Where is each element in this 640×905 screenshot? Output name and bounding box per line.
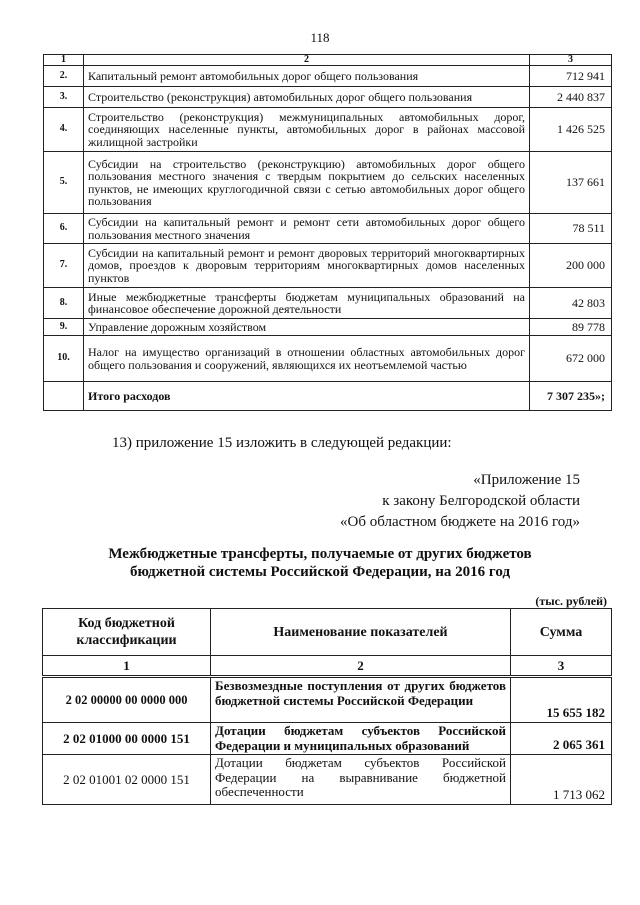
col-number-3: 3 bbox=[511, 656, 612, 677]
row-value: 89 778 bbox=[530, 319, 612, 336]
row-description: Субсидии на капитальный ремонт и ремонт сети автомобильных дорог общего пользования местного значения bbox=[84, 214, 530, 244]
row-code: 2 02 01001 02 0000 151 bbox=[43, 755, 211, 805]
row-number: 2. bbox=[44, 66, 84, 87]
page-number: 118 bbox=[310, 30, 330, 45]
col-number-1: 1 bbox=[44, 55, 84, 66]
table-row bbox=[43, 677, 612, 723]
table-row bbox=[43, 723, 612, 755]
appendix-line-1: «Приложение 15 bbox=[473, 472, 580, 488]
col-number-1: 1 bbox=[43, 656, 211, 677]
table-header-row bbox=[43, 609, 612, 656]
road-expenses-table bbox=[43, 54, 612, 411]
title-line-1: Межбюджетные трансферты, получаемые от других бюджетов bbox=[108, 546, 532, 562]
row-number: 4. bbox=[44, 108, 84, 152]
table-row bbox=[44, 336, 612, 382]
row-description: Строительство (реконструкция) межмуниципальных автомобильных дорог, соединяющих населенные пункты, автомобильных дорог в районах массовой жилищной застройки bbox=[84, 108, 530, 152]
row-value: 42 803 bbox=[530, 288, 612, 319]
table-row bbox=[44, 87, 612, 108]
row-name: Дотации бюджетам субъектов Российской Федерации и муниципальных образований bbox=[211, 723, 511, 755]
row-description: Капитальный ремонт автомобильных дорог общего пользования bbox=[84, 66, 530, 87]
title-line-2: бюджетной системы Российской Федерации, на 2016 год bbox=[129, 564, 511, 580]
row-description: Строительство (реконструкция) автомобильных дорог общего пользования bbox=[84, 87, 530, 108]
table-row bbox=[44, 152, 612, 214]
row-sum: 2 065 361 bbox=[511, 723, 612, 755]
row-number: 6. bbox=[44, 214, 84, 244]
row-value: 1 426 525 bbox=[530, 108, 612, 152]
row-description: Субсидии на строительство (реконструкцию) автомобильных дорог общего пользования местного значения с твердым покрытием до сельских населенных пунктов, не имеющих круглогодичной связи с сетью автомобильных дорог общего пользования bbox=[84, 152, 530, 214]
table-row bbox=[44, 244, 612, 288]
row-value: 200 000 bbox=[530, 244, 612, 288]
col-number-3: 3 bbox=[530, 55, 612, 66]
row-value: 712 941 bbox=[530, 66, 612, 87]
appendix-line-3: «Об областном бюджете на 2016 год» bbox=[340, 514, 580, 530]
row-number: 7. bbox=[44, 244, 84, 288]
total-row bbox=[44, 382, 612, 411]
row-name: Дотации бюджетам субъектов Российской Федерации на выравнивание бюджетной обеспеченности bbox=[211, 755, 511, 805]
header-sum: Сумма bbox=[511, 609, 612, 656]
table-row bbox=[44, 108, 612, 152]
units-label: (тыс. рублей) bbox=[535, 594, 607, 608]
total-empty-cell bbox=[44, 382, 84, 411]
row-name: Безвозмездные поступления от других бюджетов бюджетной системы Российской Федерации bbox=[211, 677, 511, 723]
row-description: Иные межбюджетные трансферты бюджетам муниципальных образований на финансовое обеспечение дорожной деятельности bbox=[84, 288, 530, 319]
row-sum: 15 655 182 bbox=[511, 677, 612, 723]
table-row bbox=[44, 66, 612, 87]
table-row bbox=[43, 755, 612, 805]
table-row bbox=[44, 214, 612, 244]
row-number: 8. bbox=[44, 288, 84, 319]
section-title bbox=[0, 545, 640, 581]
column-number-row bbox=[43, 656, 612, 677]
row-sum: 1 713 062 bbox=[511, 755, 612, 805]
row-number: 3. bbox=[44, 87, 84, 108]
table-row bbox=[44, 288, 612, 319]
row-value: 78 511 bbox=[530, 214, 612, 244]
row-number: 9. bbox=[44, 319, 84, 336]
row-code: 2 02 01000 00 0000 151 bbox=[43, 723, 211, 755]
table-header-row bbox=[44, 55, 612, 66]
transfers-table bbox=[42, 608, 612, 805]
total-value: 7 307 235»; bbox=[530, 382, 612, 411]
col-number-2: 2 bbox=[84, 55, 530, 66]
total-label: Итого расходов bbox=[84, 382, 530, 411]
header-name: Наименование показателей bbox=[211, 609, 511, 656]
row-description: Субсидии на капитальный ремонт и ремонт дворовых территорий многоквартирных домов, проездов к дворовым территориям многоквартирных домов населенных пунктов bbox=[84, 244, 530, 288]
row-number: 10. bbox=[44, 336, 84, 382]
row-description: Налог на имущество организаций в отношении областных автомобильных дорог общего пользования и сооружений, являющихся их неотъемлемой частью bbox=[84, 336, 530, 382]
appendix-line-2: к закону Белгородской области bbox=[382, 493, 580, 509]
amendment-instruction: 13) приложение 15 изложить в следующей редакции: bbox=[112, 435, 452, 451]
row-code: 2 02 00000 00 0000 000 bbox=[43, 677, 211, 723]
row-number: 5. bbox=[44, 152, 84, 214]
header-code: Код бюджетной классификации bbox=[43, 609, 211, 656]
row-description: Управление дорожным хозяйством bbox=[84, 319, 530, 336]
table-row bbox=[44, 319, 612, 336]
row-value: 137 661 bbox=[530, 152, 612, 214]
row-value: 672 000 bbox=[530, 336, 612, 382]
appendix-reference bbox=[240, 470, 580, 533]
col-number-2: 2 bbox=[211, 656, 511, 677]
row-value: 2 440 837 bbox=[530, 87, 612, 108]
